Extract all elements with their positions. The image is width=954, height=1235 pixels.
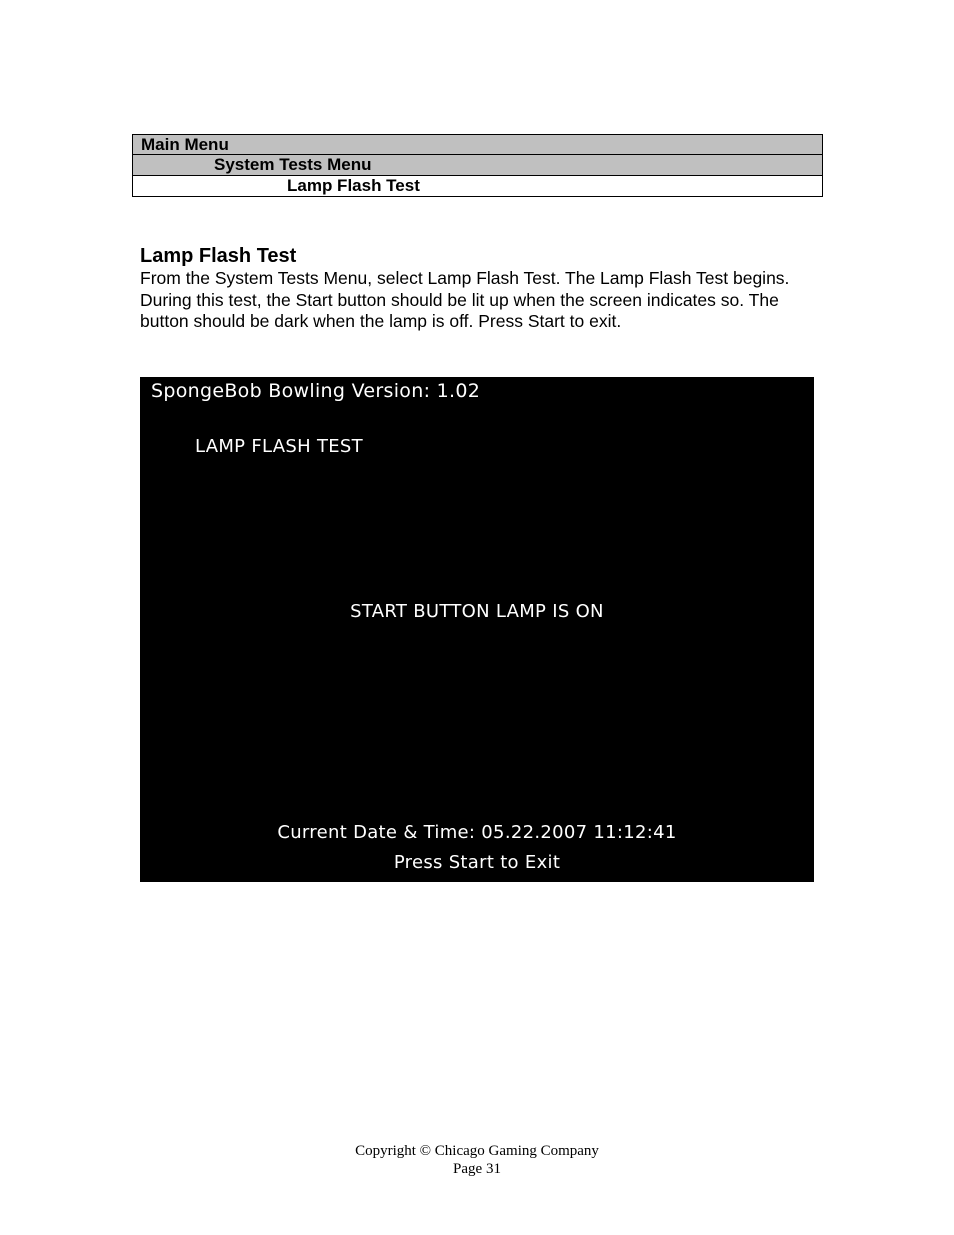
section-title: Lamp Flash Test	[140, 245, 297, 267]
game-screen-capture	[140, 377, 814, 882]
version-text: SpongeBob Bowling Version: 1.02	[151, 380, 481, 402]
lamp-status-text: START BUTTON LAMP IS ON	[350, 601, 604, 622]
section-body: From the System Tests Menu, select Lamp Flash Test. The Lamp Flash Test begins. During this test, the Start button should be lit up when the screen indicates so. The button should be dark when the lamp is off. Press Start to exit.	[140, 268, 790, 331]
page-number: Page 31	[453, 1161, 501, 1177]
breadcrumb-main-menu: Main Menu	[132, 134, 823, 155]
exit-hint-text: Press Start to Exit	[393, 852, 561, 873]
breadcrumb-system-tests-menu: System Tests Menu	[132, 155, 823, 176]
page-footer	[0, 1142, 954, 1178]
breadcrumb-lamp-flash-test: Lamp Flash Test	[132, 176, 823, 197]
menu-breadcrumb	[132, 134, 823, 197]
test-title: LAMP FLASH TEST	[195, 436, 363, 457]
date-time-text: Current Date & Time: 05.22.2007 11:12:41	[277, 822, 677, 843]
copyright-text: Copyright © Chicago Gaming Company	[355, 1143, 599, 1159]
